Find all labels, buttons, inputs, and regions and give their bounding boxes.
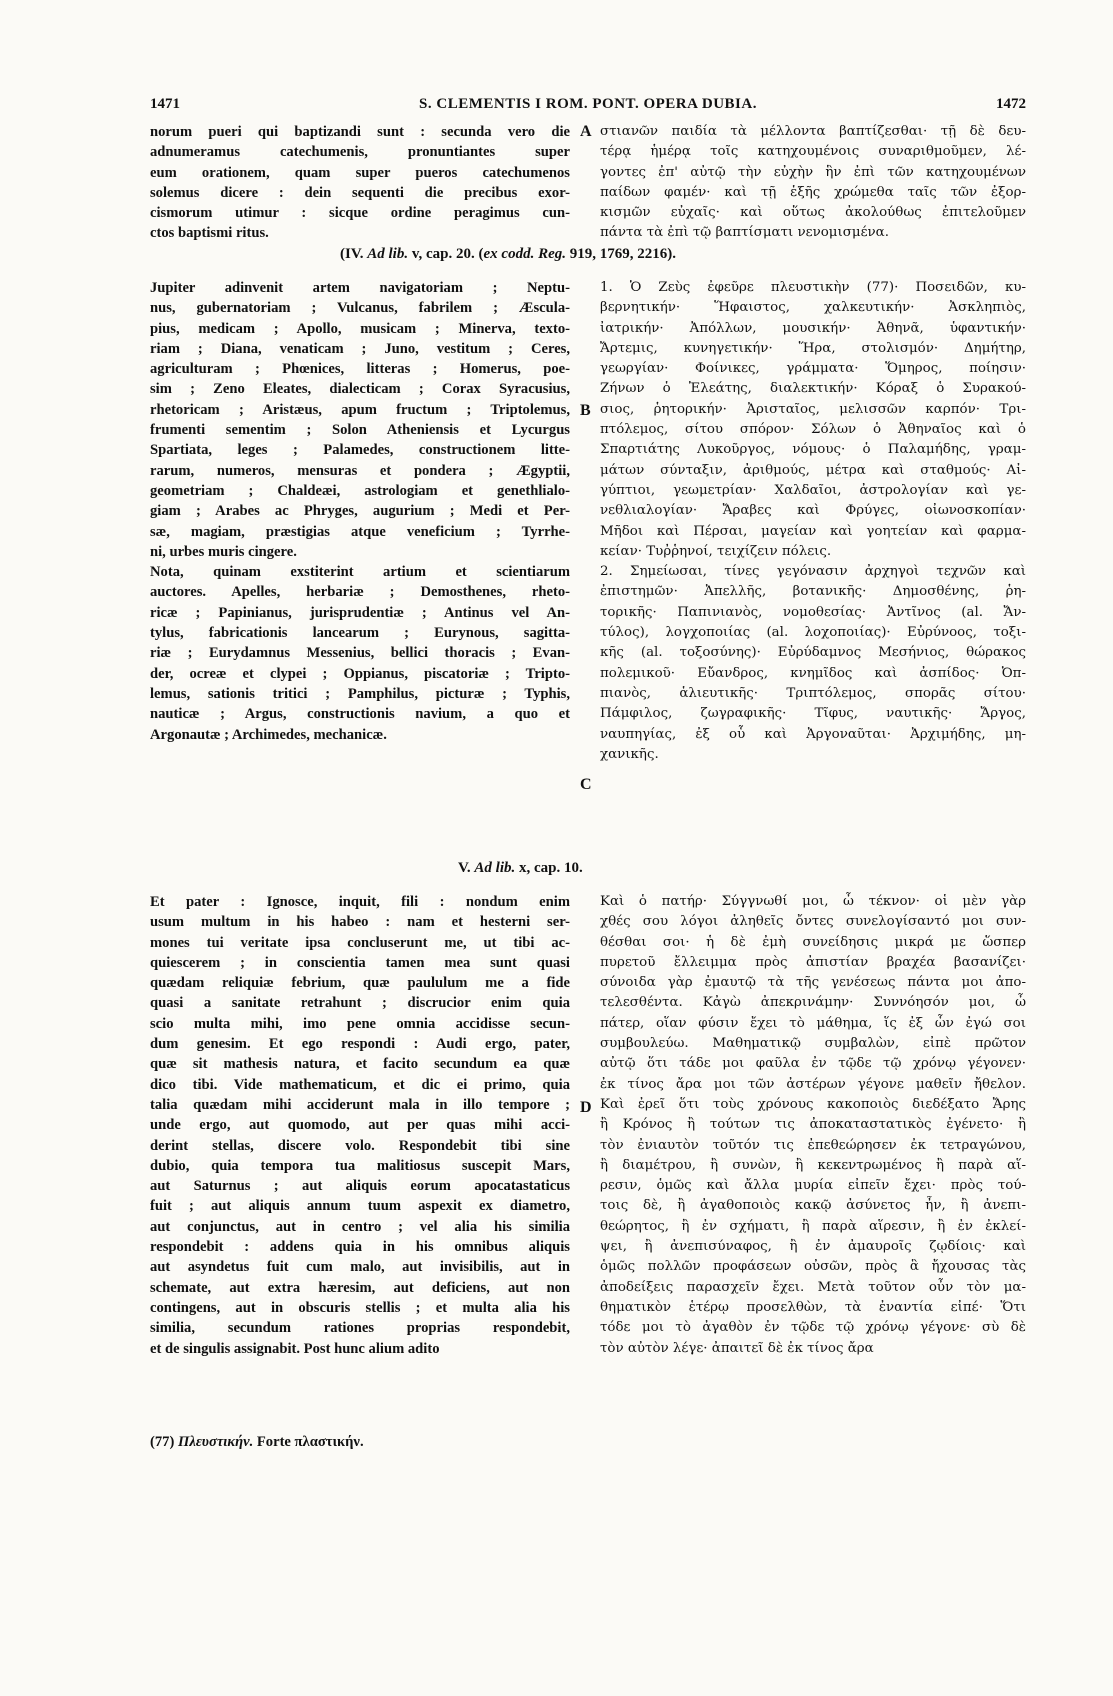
text-line: πτόλεμος, σίτου σπόρον· Σόλων ὁ Ἀθηναῖος καὶ ὁ (600, 422, 1026, 438)
running-title: S. CLEMENTIS I ROM. PONT. OPERA DUBIA. (419, 96, 757, 112)
text-line: ὁμῶς πολλῶν προφάσεων οὐσῶν, πρὸς ἃ ἤχουσας τὰς (600, 1259, 1026, 1275)
text-line: σύνοιδα γὰρ ἐμαυτῷ τὰ τῆς γενέσεως πάντα μοι ἀπο- (600, 975, 1026, 991)
text-line: der, ocreæ et clypei ; Oppianus, piscatoriæ ; Tripto- (150, 665, 570, 682)
left-column-number: 1471 (150, 96, 180, 112)
text-line: quædam reliquiæ febrium, quæ paululum me a fide (150, 975, 570, 992)
heading-iv-mid: v, cap. 20. ( (411, 246, 484, 262)
text-line: quæ sit mathesis natura, et facito secundum ea quæ (150, 1056, 570, 1073)
text-line: βερνητικήν· Ἥφαιστος, χαλκευτικήν· Ἀσκληπιὸς, (600, 300, 1026, 316)
latin-block-1 (150, 122, 570, 244)
text-line: agriculturam ; Phœnices, litteras ; Homerus, poe- (150, 361, 570, 378)
text-line: ἀποδείξεις παρασχεῖν ἔχει. Μετὰ τοῦτον οὖν τὸν μα- (600, 1279, 1026, 1295)
footnote (150, 1434, 364, 1451)
text-line: τέρᾳ ἡμέρᾳ τοῖς κατηχουμένοις συναριθμοῦμεν, λέ- (600, 144, 1026, 160)
text-line: dum genesim. Et ego respondi : Audi ergo, pater, (150, 1036, 570, 1053)
text-line: θέσθαι σοι· ἡ δὲ ἐμὴ συνείδησις μικρά με ὥσπερ (600, 934, 1026, 950)
margin-marker-b: B (580, 402, 591, 419)
heading-iv-ex: ex codd. Reg. (483, 246, 566, 262)
text-line: pius, medicam ; Apollo, musicam ; Minerva, texto- (150, 320, 570, 337)
text-line: norum pueri qui baptizandi sunt : secunda vero die (150, 124, 570, 140)
text-line: τόδε μοι τὸ ἀγαθὸν ἐν τῷδε τῷ χρόνῳ γέγονε· σὺ δὲ (600, 1320, 1026, 1336)
text-line: ναυπηγίας, ἐξ οὗ καὶ Ἀργοναῦται· Ἀρχιμήδης, μη- (600, 726, 1026, 742)
text-line: παίδων φαμέν· καὶ τῇ ἑξῆς χρώμεθα ταῖς τῶν ἐξορ- (600, 184, 1026, 200)
text-line: 1. Ὁ Ζεὺς ἐφεῦρε πλευστικὴν (77)· Ποσειδῶν, κυ- (600, 280, 1026, 295)
running-header (150, 96, 1026, 120)
text-line: τελεσθέντα. Κἀγὼ ἀπεκρινάμην· Συννόησόν μοι, ὦ (600, 995, 1026, 1011)
margin-marker-d: D (580, 1099, 592, 1116)
text-line: usum multum in his habeo : nam et hesterni ser- (150, 914, 570, 931)
text-line: χανικῆς. (600, 746, 659, 762)
text-line: adnumeramus catechumenis, pronuntiantes super (150, 144, 570, 161)
text-line: γεωργίαν· Φοίνικες, γράμματα· Ὅμηρος, ποίησιν· (600, 361, 1026, 377)
text-line: aut asyndetus fuit cum malo, aut invisibilis, aut in (150, 1259, 570, 1276)
greek-section-v (600, 892, 1026, 1359)
text-line: derint stellas, discere volo. Respondebit tibi sine (150, 1137, 570, 1154)
text-line: lemus, sationis tritici ; Pamphilus, picturæ ; Typhis, (150, 685, 570, 702)
heading-iv-prefix: (IV. (340, 246, 364, 262)
section-heading-v (458, 860, 583, 877)
heading-iv-end: 919, 1769, 2216). (569, 246, 676, 262)
text-line: auctores. Apelles, herbariæ ; Demosthenes, rheto- (150, 584, 570, 601)
text-line: τὸν αὐτὸν λέγε· ἀπαιτεῖ δὲ ἐκ τίνος ἄρα (600, 1340, 874, 1356)
footnote-greek: Πλευστικήν. (177, 1434, 254, 1450)
text-line: similia, secundum rationes proprias respondebit, (150, 1320, 570, 1337)
text-line: πάτερ, οἵαν φύσιν ἔχει τὸ μάθημα, ἵς ἐξ ὧν ἐγώ σοι (600, 1015, 1026, 1031)
text-line: αὐτῷ ὅτι τάδε μοι φαῦλα ἐν τῷδε τῷ χρόνῳ γέγονεν· (600, 1056, 1026, 1072)
text-line: ἐπιστημῶν· Ἀπελλῆς, βοτανικῆς· Δημοσθένης, ῥη- (600, 584, 1026, 600)
text-line: respondebit : addens quia in his omnibus aliquis (150, 1239, 570, 1256)
text-line: Nota, quinam exstiterint artium et scientiarum (150, 564, 570, 581)
text-line: rarum, numeros, mensuras et pondera ; Ægyptii, (150, 462, 570, 479)
text-line: ἐκ τίνος ἄρα μοι τῶν ἀστέρων γέγονε μαθεῖν ἤθελον. (600, 1076, 1026, 1092)
text-line: Μῆδοι καὶ Πέρσαι, μαγείαν καὶ γοητείαν καὶ φαρμα- (600, 523, 1026, 539)
text-line: Σπαρτιάτης Λυκοῦργος, νόμους· ὁ Παλαμήδης, γραμ- (600, 442, 1026, 458)
text-line: ἰατρικήν· Ἀπόλλων, μουσικήν· Ἀθηνᾶ, ὑφαντικήν· (600, 320, 1026, 336)
text-line: mones tui veritate ipsa concluserunt me, ut tibi ac- (150, 934, 570, 951)
text-line: quiescerem ; in conscientia tamen mea sunt quasi (150, 954, 570, 971)
text-line: Jupiter adinvenit artem navigatoriam ; Neptu- (150, 280, 570, 296)
text-line: πυρετοῦ ἔλλειμμα πρὸς ἀπιστίαν βραχέα βασανίζει· (600, 954, 1026, 970)
text-line: τύλος), λογχοποιίας (al. λοχοποιίας)· Εὐρύνοος, τοξι- (600, 625, 1026, 641)
text-line: tylus, fabricationis lancearum ; Eurynous, sagitta- (150, 625, 570, 642)
margin-marker-c: C (580, 776, 592, 793)
text-line: frumenti sementim ; Solon Atheniensis et Lycurgus (150, 422, 570, 439)
text-line: πιανὸς, ἁλιευτικῆς· Τριπτόλεμος, σπορᾶς σίτου· (600, 685, 1026, 701)
margin-marker-a: A (580, 123, 592, 140)
text-line: schemate, aut extra hæresim, aut deficiens, aut non (150, 1279, 570, 1296)
text-line: ρεσιν, ὁμῶς καὶ ἄλλα μυρία εἰπεῖν ἔχει· πρὸς τού- (600, 1178, 1026, 1194)
text-line: πάντα τὰ ἐπὶ τῷ βαπτίσματι νενομισμένα. (600, 225, 889, 241)
heading-iv-ref: Ad lib. (367, 246, 409, 262)
text-line: rhetoricam ; Aristæus, apum fructum ; Triptolemus, (150, 401, 570, 418)
text-line: Ἄρτεμις, κυνηγετικήν· Ἥρα, στολισμόν· Δημήτηρ, (600, 340, 1026, 356)
text-line: στιανῶν παιδία τὰ μέλλοντα βαπτίζεσθαι· τῇ δὲ δευ- (600, 124, 1026, 139)
text-line: talia quædam mihi acciderunt mala in illo tempore ; (150, 1096, 570, 1113)
text-line: μάτων σύνταξιν, ἀριθμούς, μέτρα καὶ σταθμούς· Αἰ- (600, 462, 1026, 478)
text-line: ψει, ἢ ἀνεπισύναφος, ἢ ἐν ἀμαυροῖς ζῳδίοις· καὶ (600, 1239, 1026, 1255)
text-line: cismorum utimur : sicque ordine peragimus cun- (150, 205, 570, 222)
latin-section-v (150, 892, 570, 1359)
heading-v-ref: Ad lib. (474, 860, 516, 876)
footnote-text: Forte πλαστικήν. (256, 1434, 364, 1450)
text-line: solemus dicere : dein sequenti die precibus exor- (150, 184, 570, 201)
text-line: nus, gubernatoriam ; Vulcanus, fabrilem ; Æscula- (150, 300, 570, 317)
right-column-number: 1472 (996, 96, 1026, 112)
text-line: θεώρητος, ἢ ἐν σχήματι, ἢ παρὰ αἵρεσιν, ἢ ἐν ἐκλεί- (600, 1218, 1026, 1234)
text-line: σιος, ῥητορικήν· Ἀρισταῖος, μελισσῶν καρπόν· Τρι- (600, 401, 1026, 417)
text-line: τορικῆς· Παπινιανὸς, νομοθεσίας· Ἀντῖνος (al. Ἄν- (600, 604, 1026, 620)
heading-v-end: x, cap. 10. (519, 860, 583, 876)
text-line: nauticæ ; Argus, constructionis navium, a quo et (150, 706, 570, 723)
page (150, 96, 1026, 1656)
text-line: contingens, aut in obscuris stellis ; et multa alia his (150, 1299, 570, 1316)
text-line: scio multa mihi, imo pene omnia accidisse secun- (150, 1015, 570, 1032)
text-line: ricæ ; Papinianus, jurisprudentiæ ; Antinus vel An- (150, 604, 570, 621)
text-line: fuit ; aut aliquis annum tuum aspexit ex diametro, (150, 1198, 570, 1215)
text-line: 2. Σημείωσαι, τίνες γεγόνασιν ἀρχηγοὶ τεχνῶν καὶ (600, 564, 1026, 580)
text-line: συμβουλεύω. Μαθηματικῷ συμβαλὼν, εἰπὲ πρῶτον (600, 1036, 1026, 1052)
text-line: τοις δὲ, ἢ ἀγαθοποιὸς κακῷ ἀσύνετος ἦν, ἢ ἀνεπι- (600, 1198, 1026, 1214)
text-line: dico tibi. Vide mathematicum, et dic ei primo, quia (150, 1076, 570, 1093)
text-line: ctos baptismi ritus. (150, 225, 269, 242)
text-line: χθές σου λόγοι ἀληθεῖς ὄντες συνελογίσαντό μοι συν- (600, 914, 1026, 930)
text-line: θηματικὸν ἑτέρῳ προσελθὼν, τὰ ἐναντία εἰπέ· Ὅτι (600, 1299, 1026, 1315)
text-line: πολεμικοῦ· Εὔανδρος, κνημῖδος καὶ ἀσπίδος· Ὀπ- (600, 665, 1026, 681)
text-line: quasi a sanitate retrahunt ; discrucior enim quia (150, 995, 570, 1012)
text-line: Argonautæ ; Archimedes, mechanicæ. (150, 726, 387, 743)
text-line: giam ; Arabes ac Phryges, augurium ; Medi et Per- (150, 503, 570, 520)
text-line: νεθλιαλογίαν· Ἄραβες καὶ Φρύγες, οἰωνοσκοπίαν· (600, 503, 1026, 519)
greek-block-1 (600, 122, 1026, 244)
text-line: Spartiata, leges ; Palamedes, constructionem litte- (150, 442, 570, 459)
text-line: eum orationem, quam super pueros catechumenos (150, 164, 570, 181)
text-line: sim ; Zeno Eleates, dialecticam ; Corax Syracusius, (150, 381, 570, 398)
text-line: γοντες ἐπ' αὐτῷ τὴν εὐχὴν ἣν ἐπὶ τῶν κατηχουμένων (600, 164, 1026, 180)
heading-v-prefix: V. (458, 860, 471, 876)
text-line: ἢ διαμέτρου, ἢ συνὼν, ἢ κεκεντρωμένος ἢ παρὰ αἵ- (600, 1157, 1026, 1173)
text-line: κῆς (al. τοξοσύνης)· Εὐρύδαμνος Μεσήνιος, θώρακος (600, 645, 1026, 661)
text-line: et de singulis assignabit. Post hunc alium adito (150, 1340, 440, 1357)
text-line: Καὶ ὁ πατήρ· Σύγγνωθί μοι, ὦ τέκνον· οἱ μὲν γὰρ (600, 894, 1026, 909)
text-line: κισμῶν εὐχαῖς· καὶ οὕτως ἀκολούθως ἐπιτελοῦμεν (600, 205, 1026, 221)
text-line: riæ ; Eurydamnus Messenius, bellici thoracis ; Evan- (150, 645, 570, 662)
text-line: Ζήνων ὁ Ἐλεάτης, διαλεκτικήν· Κόραξ ὁ Συρακού- (600, 381, 1026, 397)
text-line: κείαν· Τυῤῥηνοί, τειχίζειν πόλεις. (600, 543, 832, 559)
latin-section-iv (150, 278, 570, 745)
text-line: ni, urbes muris cingere. (150, 543, 297, 560)
text-line: aut conjunctus, aut in centro ; vel alia his similia (150, 1218, 570, 1235)
section-heading-iv (340, 246, 676, 263)
greek-section-iv (600, 278, 1026, 765)
text-line: τὸν ἐνιαυτὸν τοῦτόν τις ἐπεθεώρησεν ἐκ τετραγώνου, (600, 1137, 1026, 1153)
text-line: γύπτιοι, γεωμετρίαν· Χαλδαῖοι, ἀστρολογίαν καὶ γε- (600, 482, 1026, 498)
text-line: geometriam ; Chaldeæi, astrologiam et genethlialo- (150, 482, 570, 499)
footnote-number: (77) (150, 1434, 175, 1450)
text-line: riam ; Diana, venaticam ; Juno, vestitum ; Ceres, (150, 340, 570, 357)
text-line: Πάμφιλος, ζωγραφικῆς· Τῖφυς, ναυτικῆς· Ἄργος, (600, 706, 1026, 722)
text-line: aut Saturnus ; aut aliquis eorum apocatastaticus (150, 1178, 570, 1195)
text-line: sæ, magiam, præstigias atque veneficium ; Tyrrhe- (150, 523, 570, 540)
text-line: Et pater : Ignosce, inquit, fili : nondum enim (150, 894, 570, 910)
text-line: dubio, quia tempora tua malitiosus suscepit Mars, (150, 1157, 570, 1174)
text-line: unde ergo, aut quomodo, aut per quas mihi acci- (150, 1117, 570, 1134)
text-line: Καὶ ἐρεῖ ὅτι τοὺς χρόνους κακοποιὸς διεδέξατο Ἄρης (600, 1096, 1026, 1112)
text-line: ἢ Κρόνος ἢ τούτων τις ἀποκαταστατικὸς ἐγένετο· ἢ (600, 1117, 1026, 1133)
